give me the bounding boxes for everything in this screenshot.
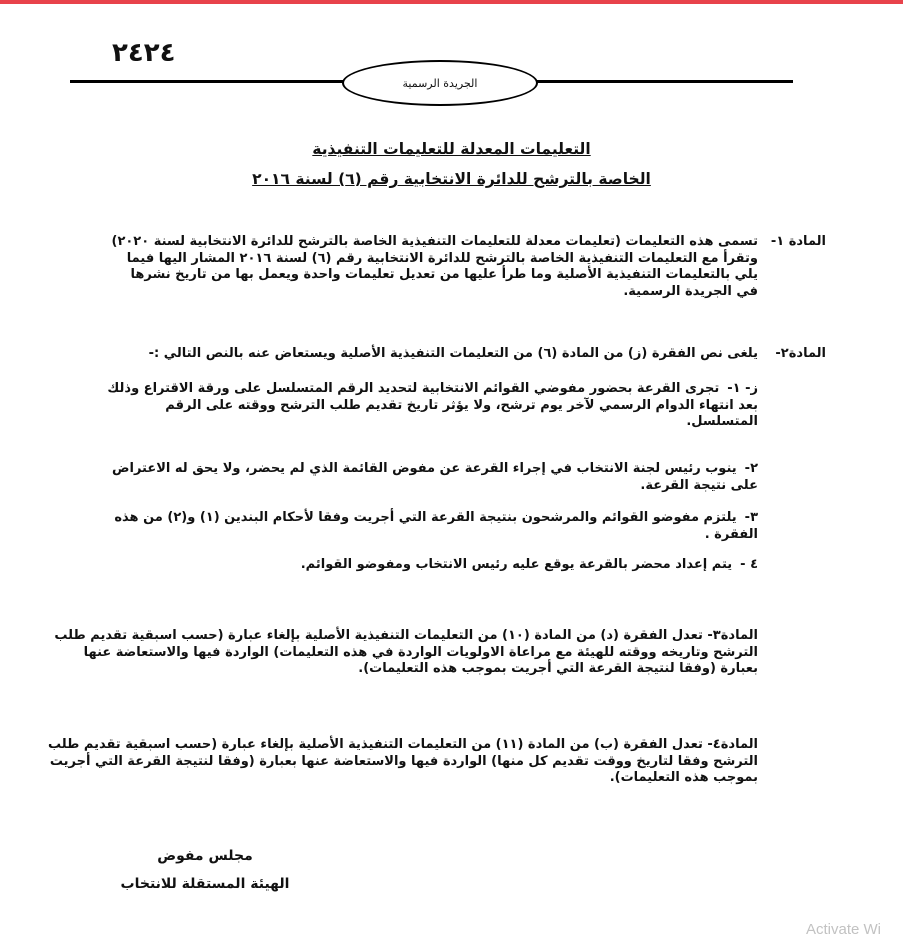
item-marker: ٤ - — [740, 557, 758, 572]
article-2-item-4 — [103, 557, 758, 574]
item-text: تجرى القرعة بحضور مفوضي القوائم الانتخابية لتحديد الرقم المتسلسل على ورقة الاقتراع وذلك بعد انتهاء الدوام الرسمي لآخر يوم ترشح، ولا يؤثر تاريخ تقديم طلب الترشح ووقته على الرقم المتسلسل. — [107, 381, 758, 429]
article-2 — [108, 346, 826, 363]
article-4-text: تعدل الفقرة (ب) من المادة (١١) من التعليمات التنفيذية الأصلية بإلغاء عبارة (حسب اسبقية تقديم طلب الترشح وفقا لتاريخ ووقت تقديم كل منها) الواردة فيها والاستعاضة عنها بعبارة (وفقا لنتيجة القرعة التي أجريت بموجب هذه التعليمات). — [48, 737, 758, 785]
header-rule-left — [70, 80, 345, 83]
article-3-text: تعدل الفقرة (د) من المادة (١٠) من التعليمات التنفيذية الأصلية بإلغاء عبارة (حسب اسبقية تقديم طلب الترشح وتاريخه ووقته للهيئة مع مراعاة الاولويات الواردة في هذه التعليمات) الواردة فيها والاستعاضة عنها بعبارة (وفقا لنتيجة القرعة التي أجريت بموجب هذه التعليمات). — [54, 628, 758, 676]
article-1-label: المادة ١- — [770, 234, 826, 249]
article-2-text: يلغى نص الفقرة (ز) من المادة (٦) من التعليمات التنفيذية الأصلية ويستعاض عنه بالنص التالي :- — [148, 346, 758, 361]
signature-line1: مجلس مفوض — [157, 848, 253, 864]
article-2-label: المادة٢- — [775, 346, 826, 361]
item-marker: ز- ١- — [727, 381, 758, 396]
article-3-label: المادة٣- — [707, 628, 758, 643]
article-2-item-2 — [103, 461, 758, 494]
page-number: ٢٤٢٤ — [112, 38, 176, 68]
document-title-line2: الخاصة بالترشح للدائرة الانتخابية رقم (٦) لسنة ٢٠١٦ — [252, 170, 651, 188]
article-4-label: المادة٤- — [707, 737, 758, 752]
item-marker: ٣- — [744, 510, 758, 525]
article-3 — [48, 628, 758, 678]
item-text: ينوب رئيس لجنة الانتخاب في إجراء القرعة عن مفوض القائمة الذي لم يحضر، ولا يحق له الاعتراض على نتيجة القرعة. — [112, 461, 758, 493]
article-2-item-3 — [103, 510, 758, 543]
document-title-line1: التعليمات المعدلة للتعليمات التنفيذية — [312, 140, 591, 158]
article-2-item-1 — [103, 381, 758, 431]
item-marker: ٢- — [744, 461, 758, 476]
item-text: يتم إعداد محضر بالقرعة يوقع عليه رئيس الانتخاب ومفوضو القوائم. — [300, 557, 733, 572]
gazette-oval-label: الجريدة الرسمية — [342, 60, 538, 106]
article-1 — [108, 234, 826, 300]
article-1-text: تسمى هذه التعليمات (تعليمات معدلة للتعليمات التنفيذية الخاصة بالترشح للدائرة الانتخابية لسنة ٢٠٢٠) وتقرأ مع التعليمات التنفيذية الخاصة بالترشح للدائرة الانتخابية رقم (٦) لسنة ٢٠١٦ المشار اليها فيما يلي بالتعليمات التنفيذية الأصلية وما طرأ عليها من تعديل تعليمات واحدة ويعمل بها من تاريخ نشرها في الجريدة الرسمية. — [111, 234, 758, 299]
signature-line2: الهيئة المستقلة للانتخاب — [120, 876, 290, 892]
header-rule-right — [533, 80, 793, 83]
item-text: يلتزم مفوضو القوائم والمرشحون بنتيجة القرعة التي أجريت وفقا لأحكام البندين (١) و(٢) من هذه الفقرة . — [114, 510, 758, 542]
activate-windows-watermark: Activate Wi — [806, 921, 882, 938]
article-4 — [48, 737, 758, 787]
top-accent-bar — [0, 0, 903, 4]
